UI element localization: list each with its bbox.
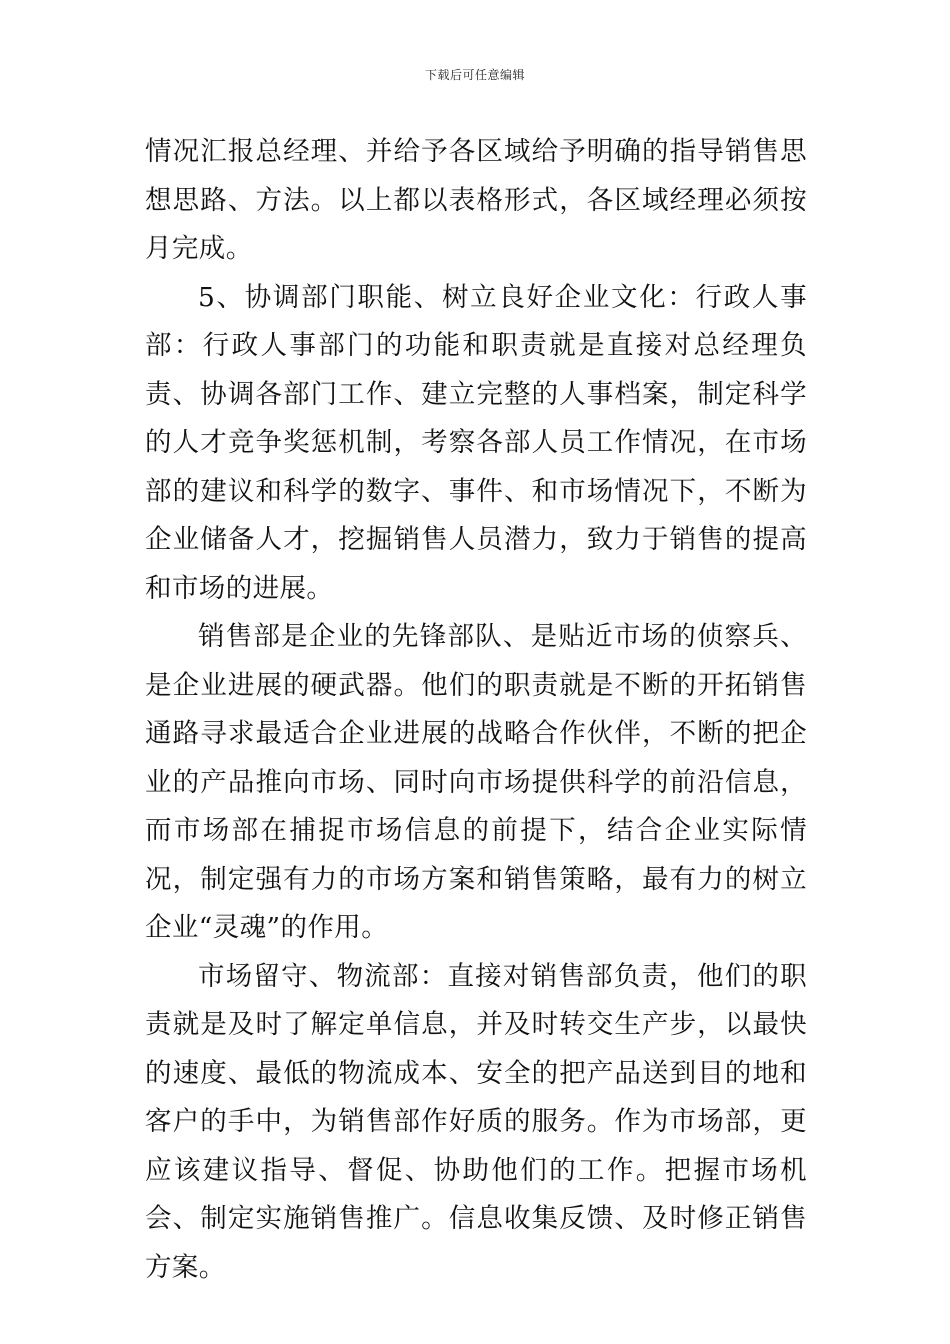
page-header-note: 下载后可任意编辑 [424,68,525,82]
paragraph-logistics-dept: 市场留守、物流部：直接对销售部负责，他们的职责就是及时了解定单信息，并及时转交生产步，以最快的速度、最低的物流成本、安全的把产品送到目的地和客户的手中，为销售部作好质的服务。作为市场部，更应该建议指导、督促、协助他们的工作。把握市场机会、制定实施销售推广。信息收集反馈、及时修正销售方案。 [145,960,807,1283]
paragraph-sales-dept: 销售部是企业的先锋部队、是贴近市场的侦察兵、是企业进展的硬武器。他们的职责就是不断的开拓销售通路寻求最适合企业进展的战略合作伙伴，不断的把企业的产品推向市场、同时向市场提供科学的前沿信息，而市场部在捕捉市场信息的前提下，结合企业实际情况，制定强有力的市场方案和销售策略，最有力的树立企业“灵魂”的作用。 [145,621,807,943]
paragraph-continuation: 情况汇报总经理、并给予各区域给予明确的指导销售思想思路、方法。以上都以表格形式，各区域经理必须按月完成。 [145,136,807,264]
document-body [145,128,807,1292]
paragraph-admin-hr: 5、协调部门职能、树立良好企业文化：行政人事部：行政人事部门的功能和职责就是直接对总经理负责、协调各部门工作、建立完整的人事档案，制定科学的人才竞争奖惩机制，考察各部人员工作情况，在市场部的建议和科学的数字、事件、和市场情况下，不断为企业储备人才，挖掘销售人员潜力，致力于销售的提高和市场的进展。 [145,281,807,604]
